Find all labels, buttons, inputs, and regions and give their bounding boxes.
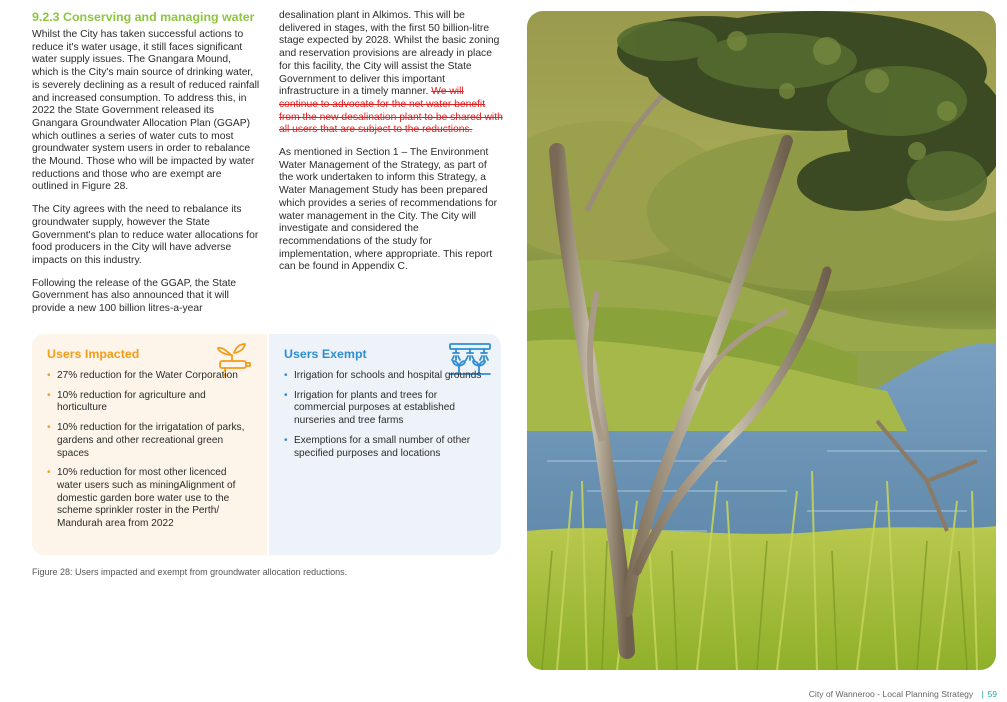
wetland-photo <box>527 11 996 670</box>
users-exempt-box <box>269 334 501 555</box>
list-item: • Irrigation for plants and trees for commercial purposes at established nurseries and tree farms <box>284 390 487 428</box>
wetland-photo-illustration <box>527 11 996 670</box>
paragraph: Whilst the City has taken successful actions to reduce it's water usage, it still faces significant water supply issues. The Gnangara Mound, which is the City's main source of drinking water, is severely declining as a result of reduced rainfall and increased consumption. To address this, in 2022 the State Government released its Gnangara Groundwater Allocation Plan (GGAP) which outlines a series of water cuts to most groundwater system users in order to rebalance the Mound. Those who will be impacted by water reductions and those who are exempt are outlined in Figure 28. <box>32 29 260 193</box>
list-item: • 10% reduction for the irrigatation of parks, gardens and other recreational green spaces <box>47 422 253 460</box>
paragraph <box>279 10 503 137</box>
users-impacted-box <box>32 334 267 555</box>
struck-text: We will continue to advocate for the net water benefit from the new desalination plant to be shared with all users that are subject to the reductions. <box>279 86 503 136</box>
page-footer <box>809 689 997 699</box>
users-impacted-list <box>47 370 253 531</box>
users-impacted-title: Users Impacted <box>47 347 140 361</box>
figure-caption: Figure 28: Users impacted and exempt from groundwater allocation reductions. <box>32 567 348 577</box>
users-exempt-list <box>284 370 487 460</box>
paragraph: As mentioned in Section 1 – The Environment Water Management of the Strategy, as part of the work undertaken to inform this Strategy, a Water Management Study has been prepared which provides a series of recommendations for water management in the City. The City will investigate and considered the recommendations of the study for implementation, where appropriate. This report can be found in Appendix C. <box>279 147 498 273</box>
footer-title: City of Wanneroo - Local Planning Strategy <box>808 689 974 699</box>
section-heading: 9.2.3 Conserving and managing water <box>32 10 255 24</box>
users-exempt-title: Users Exempt <box>284 347 367 361</box>
page-number: 59 <box>987 689 997 699</box>
paragraph-text: desalination plant in Alkimos. This will be delivered in stages, with the first 50 billion-litre stage expected by 2028. Whilst the basic zoning and reservation provisions are already in place for this facility, the City will assist the State Government to deliver this important infrastructure in a timely manner. <box>279 10 500 98</box>
users-figure <box>32 334 501 555</box>
footer-separator: | <box>981 689 984 699</box>
list-item: • 10% reduction for agriculture and horticulture <box>47 390 253 415</box>
list-item: • Irrigation for schools and hospital grounds <box>284 370 487 383</box>
list-item: • 10% reduction for most other licenced water users such as miningAlignment of domestic garden bore water use to the scheme sprinkler roster in the Perth/ Mandurah area from 2022 <box>47 467 253 531</box>
text-column-left <box>32 10 260 326</box>
paragraph: The City agrees with the need to rebalance its groundwater supply, however the State Government's plan to reduce water allocations for food producers in the City will have adverse impacts on this industry. <box>32 204 259 266</box>
list-item: • 27% reduction for the Water Corporation <box>47 370 253 383</box>
list-item: • Exemptions for a small number of other specified purposes and locations <box>284 435 487 460</box>
paragraph: Following the release of the GGAP, the State Government has also announced that it will provide a new 100 billion litres-a-year <box>32 277 237 315</box>
text-column-right <box>279 10 503 284</box>
